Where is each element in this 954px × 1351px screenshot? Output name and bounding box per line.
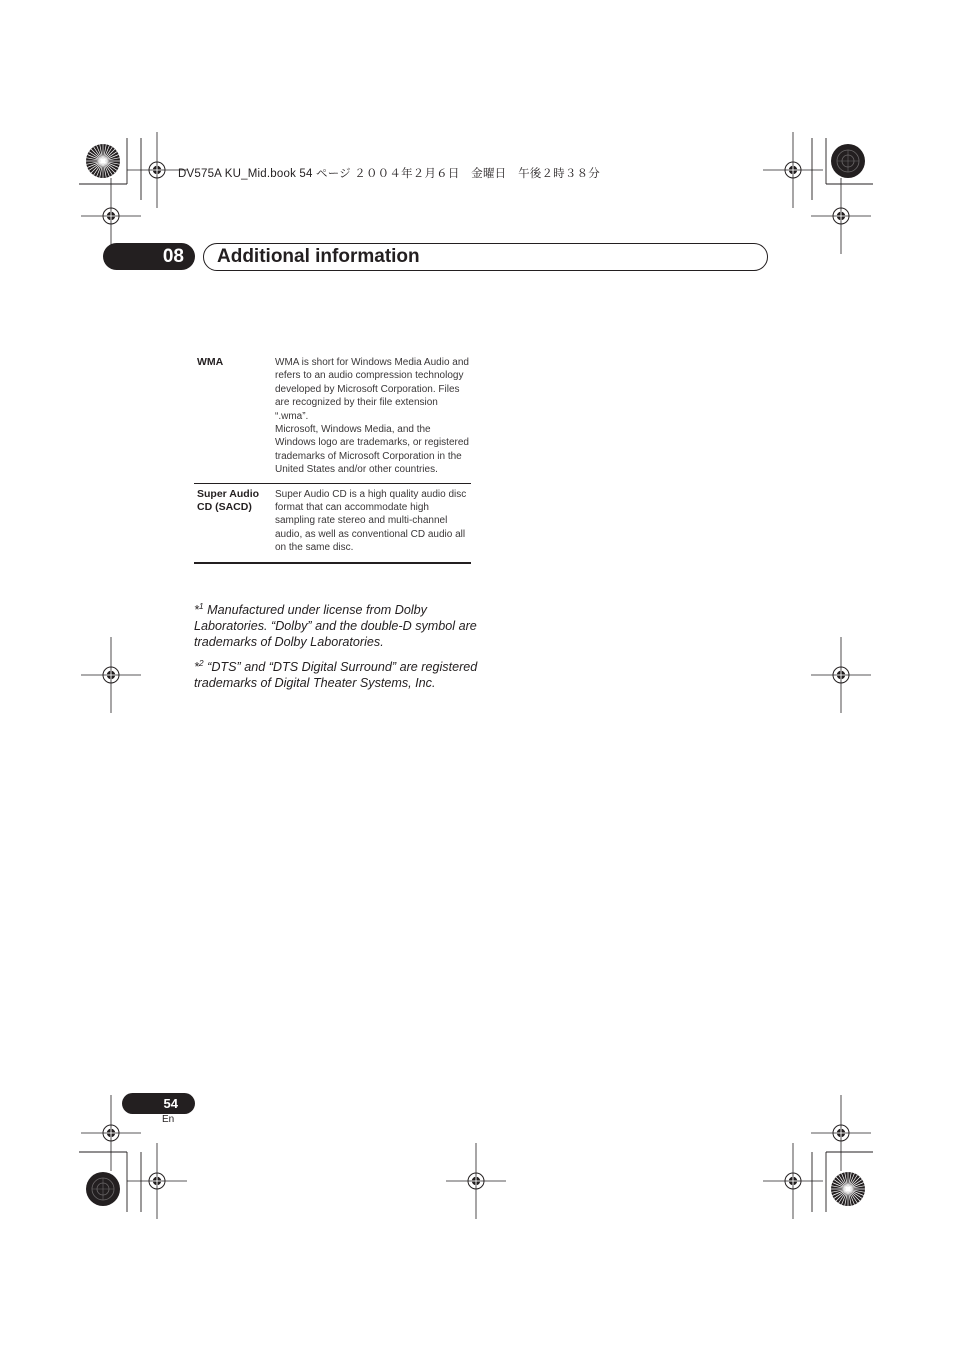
glossary-definition-paragraph: Microsoft, Windows Media, and the Windows logo are trademarks, or registered trademarks of Microsoft Corporation in the United States and/or other countries. xyxy=(275,424,469,476)
print-slug: DV575A KU_Mid.book 54 ページ ２００４年２月６日 金曜日 午後２時３８分 xyxy=(178,168,600,180)
chapter-title-bar xyxy=(203,243,768,271)
footnote xyxy=(194,659,479,691)
glossary-definition xyxy=(275,488,471,555)
footnote-text: “DTS” and “DTS Digital Surround” are registered trademarks of Digital Theater Systems, Inc. xyxy=(194,659,478,690)
glossary-term: WMA xyxy=(197,356,224,368)
page-number-badge: 54 xyxy=(122,1093,195,1114)
glossary-row xyxy=(194,352,471,484)
footnote xyxy=(194,602,479,651)
page-language: En xyxy=(162,1114,175,1125)
chapter-title: Additional information xyxy=(217,246,420,267)
glossary-term: Super Audio CD (SACD) xyxy=(197,487,260,514)
chapter-number-badge: 08 xyxy=(103,243,195,270)
glossary-row xyxy=(194,484,471,564)
footnote-number: 2 xyxy=(198,657,204,668)
glossary-definition-paragraph: Super Audio CD is a high quality audio disc format that can accommodate high sampling rate stereo and multi-channel audio, as well as conventional CD audio all on the same disc. xyxy=(275,488,467,554)
footnote-mark: * xyxy=(194,603,199,617)
glossary-definition-paragraph: WMA is short for Windows Media Audio and refers to an audio compression technology developed by Microsoft Corporation. Files are recognized by their file extension “.wma”. xyxy=(275,357,469,422)
footnote-mark: * xyxy=(194,659,199,674)
glossary-definition xyxy=(275,356,471,477)
footnote-text: Manufactured under license from Dolby Laboratories. “Dolby” and the double-D symbol are trademarks of Dolby Laboratories. xyxy=(194,603,477,650)
footnotes xyxy=(194,602,479,699)
footnote-number: 1 xyxy=(198,601,204,611)
glossary-table xyxy=(194,352,471,564)
